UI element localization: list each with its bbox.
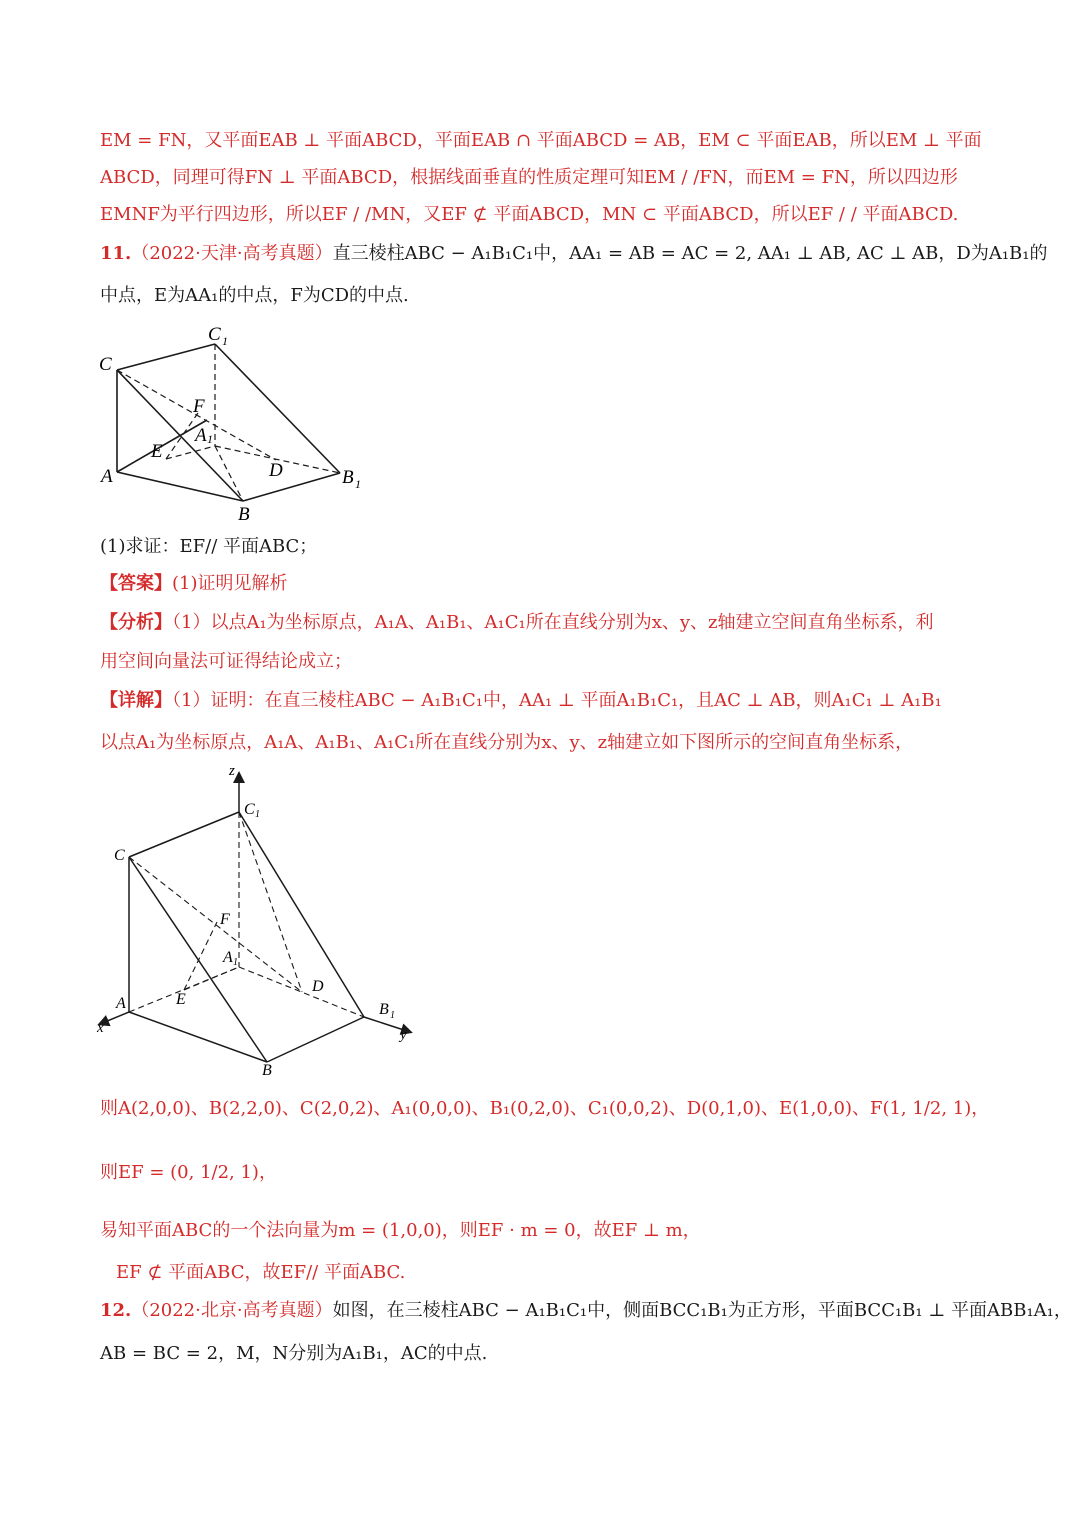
fig2-axis-z: z [229,763,235,779]
fig2-label-C: C [114,847,125,864]
fig2-label-A: A [116,995,126,1012]
problem-12-line-1 [100,1299,1072,1323]
analysis-text: （1）以点A₁为坐标原点，A₁A、A₁B₁、A₁C₁所在直线分别为x、y、z轴建立空间直角坐标系，利 [172,612,934,633]
detail-tag: 【详解】 [100,690,172,711]
problem-11-line-1 [100,242,1048,266]
fig2-label-B1: B [379,1001,389,1018]
fig2-label-C1-sub: 1 [255,809,260,820]
fig2-axis-y: y [400,1027,407,1043]
detail-line-1 [100,689,984,713]
normal-vector-line: 易知平面ABC的一个法向量为m = (1,0,0)，则EF · m = 0，故EF ⊥ m， [100,1220,701,1241]
answer-line [100,572,984,596]
fig2-axis-x: x [97,1020,104,1036]
fig2-label-D: D [312,978,324,995]
problem-text: 直三棱柱ABC − A₁B₁C₁中，AA₁ = AB = AC = 2, AA₁ ⊥ AB, AC ⊥ AB，D为A₁B₁的 [332,243,1048,264]
solution-line-1: EM = FN，又平面EAB ⊥ 平面ABCD，平面EAB ∩ 平面ABCD = AB，EM ⊂ 平面EAB，所以EM ⊥ 平面 [100,130,982,151]
fig1-label-F: F [193,396,205,417]
prism-figure-2 [92,762,422,1082]
prism-figure-1 [95,320,375,525]
fig1-label-B1-sub: 1 [355,477,361,491]
fig1-label-C1-sub: 1 [222,334,228,348]
problem-12-source: （2022·北京·高考真题） [131,1300,333,1321]
fig2-label-B1-sub: 1 [390,1010,395,1021]
answer-text: (1)证明见解析 [172,573,288,594]
fig2-label-F: F [220,911,230,928]
fig2-label-B: B [262,1062,272,1079]
detail-text: （1）证明：在直三棱柱ABC − A₁B₁C₁中，AA₁ ⊥ 平面A₁B₁C₁，且AC ⊥ AB，则A₁C₁ ⊥ A₁B₁ [172,690,942,711]
fig1-label-D: D [269,460,283,481]
fig1-label-A1-sub: 1 [207,432,213,446]
problem-12-text: 如图，在三棱柱ABC − A₁B₁C₁中，侧面BCC₁B₁为正方形，平面BCC₁B₁ ⊥ 平面ABB₁A₁， [332,1300,1072,1321]
fig1-label-A: A [101,466,113,487]
question-part-1: (1)求证：EF// 平面ABC； [100,536,318,557]
fig1-label-E: E [151,441,163,462]
detail-line-2: 以点A₁为坐标原点，A₁A、A₁B₁、A₁C₁所在直线分别为x、y、z轴建立如下图所示的空间直角坐标系， [100,732,914,753]
problem-source: （2022·天津·高考真题） [131,243,333,264]
fig2-label-A1-sub: 1 [233,957,238,968]
fig1-label-C: C [99,354,112,375]
problem-12-line-2: AB = BC = 2，M，N分别为A₁B₁，AC的中点. [100,1343,488,1364]
analysis-tag: 【分析】 [100,612,172,633]
solution-line-2: ABCD，同理可得FN ⊥ 平面ABCD，根据线面垂直的性质定理可知EM / /FN，而EM = FN，所以四边形 [100,167,958,188]
fig2-label-E: E [176,991,186,1008]
problem-number: 11. [100,243,132,264]
solution-line-3: EMNF为平行四边形，所以EF / /MN，又EF ⊄ 平面ABCD，MN ⊂ 平面ABCD，所以EF / / 平面ABCD. [100,204,959,225]
coordinates-line: 则A(2,0,0)、B(2,2,0)、C(2,0,2)、A₁(0,0,0)、B₁(0,2,0)、C₁(0,0,2)、D(0,1,0)、E(1,0,0)、F(1, 1/2, 1)， [100,1098,990,1119]
problem-12-number: 12. [100,1300,132,1321]
analysis-line-2: 用空间向量法可证得结论成立； [100,651,352,672]
conclusion-line: EF ⊄ 平面ABC，故EF// 平面ABC. [116,1262,406,1283]
fig1-label-A1: A [195,425,207,446]
fig1-label-B1: B [342,467,354,488]
fig2-label-C1: C [244,801,255,818]
fig1-label-B: B [238,504,250,525]
fig2-label-A1: A [223,949,233,966]
fig1-label-C1: C [208,324,221,345]
problem-11-line-2: 中点，E为AA₁的中点，F为CD的中点. [100,285,409,306]
vector-ef-line: 则EF = (0, 1/2, 1)， [100,1162,277,1183]
answer-tag: 【答案】 [100,573,172,594]
analysis-line-1 [100,611,984,635]
